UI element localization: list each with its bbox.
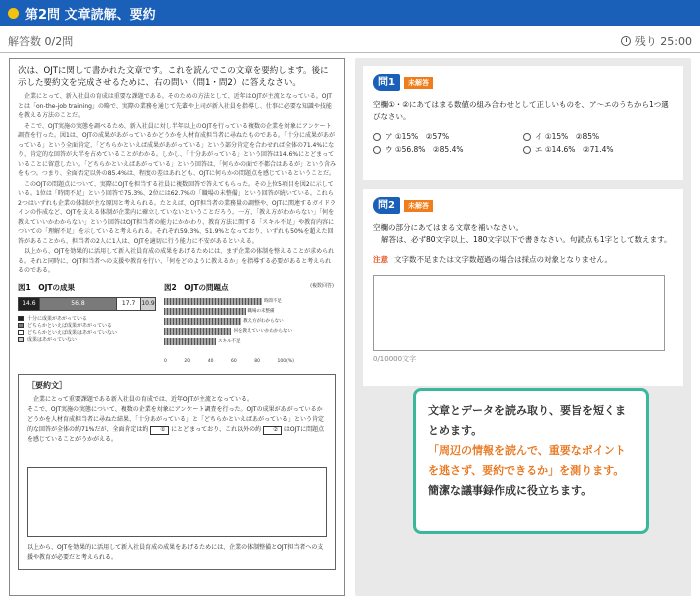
legend-label: 成果はあがっていない — [27, 336, 78, 343]
figure-2-title: 図2 OJTの問題点 — [164, 282, 229, 292]
summary-text — [27, 395, 327, 445]
figure-1-title: 図1 OJTの成果 — [18, 282, 76, 292]
question-2-label: 問2 — [373, 197, 400, 214]
question-1-text: 空欄①・②にあてはまる数値の組み合わせとして正しいものを、ア〜エのうちから1つ選びなさい。 — [373, 100, 669, 121]
figure-1 — [18, 282, 156, 366]
option-label: エ ①14.6% ②71.4% — [535, 145, 614, 154]
figure-2-tick: 80 — [254, 358, 260, 364]
figure-2-bar — [164, 308, 246, 315]
callout-line-1: 文章とデータを読み取り、要旨を短くまとめます。 — [428, 404, 626, 437]
figure-2-axis — [164, 359, 294, 364]
legend-item — [18, 315, 156, 322]
figure-2-tick: 20 — [184, 358, 191, 364]
legend-swatch — [18, 323, 24, 328]
figure-2-bar-label: 時間不足 — [263, 299, 282, 304]
legend-label: どちらかといえば成果があがっている — [27, 322, 113, 329]
radio-icon[interactable] — [523, 146, 531, 154]
summary-sentence: そこで、OJT実施の実態について、複数の企業を対象にアンケート調査を行った。OJTの成果があがっているかどうかを人材育成担当者に尋ねた結果、「十分あがっている」と「どちらかといえばあがっている」という肯定的な回答が全体の約71%だが、全面肯定は約 — [27, 405, 325, 433]
passage-panel[interactable] — [9, 58, 345, 596]
radio-icon[interactable] — [523, 133, 531, 141]
legend-item — [18, 322, 156, 329]
legend-item — [18, 336, 156, 343]
radio-icon[interactable] — [373, 133, 381, 141]
figure-2-bar-label: 何を教えていいかわからない — [233, 329, 292, 334]
option-u[interactable] — [373, 144, 523, 155]
figure-2-row — [164, 337, 334, 346]
blank-1: ① — [150, 426, 169, 435]
figure-2-row — [164, 327, 334, 336]
summary-box — [18, 374, 336, 570]
question-1-card — [363, 66, 683, 180]
question-2-status-badge: 未解答 — [404, 200, 433, 212]
figure-1-segment: 10.9 — [140, 298, 155, 310]
option-label: ウ ①56.8% ②85.4% — [385, 145, 464, 154]
figure-2-bar — [164, 328, 231, 335]
char-counter: 0/10000文字 — [373, 355, 417, 363]
callout-box — [413, 388, 649, 534]
figure-2-bar-label: スキル不足 — [218, 339, 241, 344]
figure-2 — [164, 282, 334, 366]
option-label: ア ①15% ②57% — [385, 132, 450, 141]
figure-2-bar-label: 教え方がわからない — [243, 319, 284, 324]
blank-2: ② — [263, 426, 282, 435]
callout-line-3: 簡潔な議事録作成に役立ちます。 — [428, 484, 593, 497]
page-title: 第2問 文章読解、要約 — [25, 7, 156, 23]
figure-1-legend — [18, 315, 156, 343]
note-label: 注意 — [373, 255, 388, 264]
timer — [621, 33, 692, 49]
figure-2-tick: 60 — [230, 358, 237, 364]
figure-2-bar — [164, 298, 262, 305]
option-e[interactable] — [523, 144, 673, 155]
header-bar — [0, 0, 700, 26]
passage-intro: 次は、OJTに関して書かれた文章です。これを読んでこの文章を要約します。後に示した要約文を完成させるために、右の問い（問1・問2）に答えなさい。 — [18, 66, 329, 88]
summary-closing: 以上から、OJTを効果的に活用して新入社員育成の成果をあげるためには、企業の体制整備とOJT担当者への支援や教育が必要だと考えられる。 — [27, 543, 324, 561]
figure-2-tick: 100(%) — [277, 358, 294, 364]
legend-label: どちらかといえば成果はあがっていない — [27, 329, 118, 336]
figure-2-unit: (複数回答) — [310, 282, 334, 289]
question-1-status-badge: 未解答 — [404, 77, 433, 89]
legend-swatch — [18, 330, 24, 335]
passage-paragraph: 以上から、OJTを効果的に活用して新入社員育成の成果をあげるためには、まず企業の体制を整えることが求められる。それと同時に、OJT担当者への支援や教育を行い、「何をどのように教えるか」を指導する必要があると考えられるのである。 — [18, 248, 335, 274]
question-1-options — [373, 131, 673, 155]
status-bar — [0, 32, 700, 50]
passage-paragraph: そこで、OJT実施の実態を調べるため、新入社員に対し半年以上のOJTを行っている複数の企業を対象にアンケート調査を行った。図1は、OJTの成果があがっているかどうかを人材育成担当者に尋ねたものである。「十分に成果があがっている」という全面肯定、「どちらかといえば成果があがっている」という部分肯定を合わせれば全体の71.4%になり、肯定的な回答が大半を占めていることがわかる。しかし、「十分あがっている」という回答は14.6%にとどまっていることに留意したい。「どちらかといえばあがっている」という回答は、「何らかの面で不都合はあるが」という含みをもつ。つまり、全面否定以外の85.4%は、程度の差はあれども、OJTに何らかの問題点を感じているということだ。 — [18, 122, 337, 177]
callout-line-2: 「周辺の情報を読んで、重要なポイントを逃さず、要約できるか」を測ります。 — [428, 444, 626, 477]
summary-title: ［要約文］ — [27, 380, 67, 390]
questions-panel — [355, 58, 691, 596]
figure-1-segment: 56.8 — [39, 298, 116, 310]
passage-paragraph: このOJTの問題点について、実際にOJTを担当する社員に複数回答で答えてもらった。その上位5項目を図2に示している。1位は「時間不足」という回答で75.3%、2位には62.7%の「職場の未整備」という回答が続いている。これら2つはいずれも企業の体制が主な原因と考えられる。たとえば、OJT担当者の業務量の調整や、OJTに関連するガイドラインの作成など、OJTを支える体制が企業内に確立していないということだろう。一方、「教え方がわからない」「何を教えていいかわからない」という回答はOJT担当者の能力にかかわり、教育方法に関する「スキル不足」や教育内容についての「理解不足」を示していると考えられる。それぞれ59.3%、51.9%となっており、いずれも50%を超えた回答があることから、担当者の2人に1人は、OJTを適切に行う能力に不安があるといえる。 — [18, 180, 336, 245]
clock-icon — [621, 36, 631, 46]
note-text: 文字数不足または文字数超過の場合は採点の対象となりません。 — [394, 255, 612, 264]
legend-item — [18, 329, 156, 336]
bullet-icon — [8, 8, 19, 19]
figure-2-row — [164, 317, 334, 326]
radio-icon[interactable] — [373, 146, 381, 154]
legend-swatch — [18, 337, 24, 342]
time-remaining: 残り 25:00 — [634, 35, 692, 48]
passage-paragraph: 企業にとって、新入社員の育成は重要な課題である。そのための方法として、近年はOJTが主流となっている。OJTとは「on-the-job training」の略で、実際の業務を通じて先輩や上司が新入社員を指導し、仕事に必要な知識や技能を教える方法のことだ。 — [18, 93, 332, 119]
figure-2-bar-label: 職場の未整備 — [247, 309, 275, 314]
divider — [0, 52, 700, 53]
option-label: イ ①15% ②85% — [535, 132, 600, 141]
figure-2-bar — [164, 318, 241, 325]
question-1-label: 問1 — [373, 74, 400, 91]
figure-1-segment: 17.7 — [116, 298, 140, 310]
question-2-instruction: 解答は、必ず80文字以上、180文字以下で書きなさい。句読点も1字として数えます。 — [381, 235, 672, 244]
figure-2-tick: 40 — [207, 358, 214, 364]
figure-1-stacked-bar — [18, 297, 156, 311]
legend-label: 十分に成果があがっている — [27, 315, 88, 322]
answered-count: 解答数 0/2問 — [8, 35, 74, 48]
question-2-card — [363, 189, 683, 386]
legend-swatch — [18, 316, 24, 321]
summary-sentence: はOJTに問題点を感じていることがうかがえる。 — [27, 425, 325, 443]
figure-2-row — [164, 307, 334, 316]
summary-sentence: にとどまっており、これ以外の約 — [171, 425, 262, 433]
question-2-text: 空欄の部分にあてはまる文章を補いなさい。 — [373, 223, 523, 232]
figure-2-chart — [164, 297, 334, 359]
figures — [18, 282, 336, 366]
figure-2-row — [164, 297, 334, 306]
option-a[interactable] — [373, 131, 523, 142]
summary-sentence: 企業にとって重要課題である新入社員の育成では、近年OJTが主流となっている。 — [33, 395, 254, 403]
question-2-note — [373, 254, 673, 265]
summary-blank-area — [27, 467, 327, 537]
figure-2-tick: 0 — [164, 358, 167, 364]
figure-1-segment: 14.6 — [19, 298, 39, 310]
answer-textarea[interactable] — [373, 275, 665, 351]
option-i[interactable] — [523, 131, 673, 142]
figure-2-bar — [164, 338, 216, 345]
